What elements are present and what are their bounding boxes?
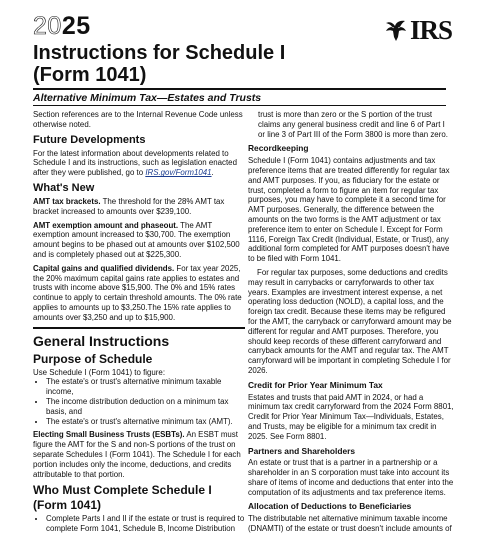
amt-brackets-text: The threshold for the 28% AMT tax bracket increased to amounts over $239,100. <box>33 196 225 216</box>
purpose-list <box>33 377 245 426</box>
amt-exemption-label: AMT exemption amount and phaseout. <box>33 220 179 230</box>
amt-brackets-label: AMT tax brackets. <box>33 196 101 206</box>
section-divider <box>33 327 245 329</box>
irs-logo <box>383 17 452 43</box>
general-instructions-heading: General Instructions <box>33 332 170 349</box>
future-developments-heading: Future Developments <box>33 133 146 146</box>
partners-text: An estate or trust that is a partner in a partnership or a shareholder in an S corporation must take into account its share of items of income and deductions that enter into the computation of its adjustments and tax preference items. <box>248 458 454 497</box>
list-item: • The estate's or trust's alternative minimum taxable income, <box>46 377 245 397</box>
credit-heading: Credit for Prior Year Minimum Tax <box>248 379 383 390</box>
amt-exemption-text: The AMT exemption amount increased to $30,700. The exemption amount begins to be phased out at amounts over $102,500 and is completely phased out at $225,300. <box>33 220 240 259</box>
purpose-intro: Use Schedule I (Form 1041) to figure: <box>33 367 166 377</box>
capital-gains-para <box>33 264 245 323</box>
continued-text: trust is more than zero or the S portion of the trust claims any general business credit and line 6 of Part I or line 3 of Part III of the Form 3800 is more than zero. <box>258 110 448 139</box>
title-line-1: Instructions for Schedule I <box>33 42 286 64</box>
subtitle-rule <box>33 105 446 106</box>
list-item: • The income distribution deduction on a minimum tax basis, and <box>46 397 245 417</box>
capital-gains-label: Capital gains and qualified dividends. <box>33 263 175 273</box>
who-must-complete-heading: Who Must Complete Schedule I (Form 1041) <box>33 483 212 513</box>
intro-text: Section references are to the Internal Revenue Code unless otherwise noted. <box>33 110 243 129</box>
purpose-heading: Purpose of Schedule <box>33 351 153 366</box>
esbt-label: Electing Small Business Trusts (ESBTs). <box>33 430 185 440</box>
future-text: For the latest information about developments related to Schedule I and its instructions, such as legislation enacted after they were published, go to <box>33 148 237 178</box>
subtitle: Alternative Minimum Tax—Estates and Trusts <box>33 92 262 104</box>
partners-heading: Partners and Shareholders <box>248 445 356 456</box>
title-rule <box>33 88 446 90</box>
list-item: • Complete Parts I and II if the estate or trust is required to complete Form 1041, Schedule B, Income Distribution <box>46 514 245 534</box>
tax-year <box>33 14 91 39</box>
eagle-icon <box>383 17 409 43</box>
esbt-text: An ESBT must figure the AMT for the S and non-S portions of the trust on separate Schedules I (Form 1041). The Schedule I for each portion includes only the income, deductions, and credits attributable to that portion. <box>33 430 241 479</box>
tax-year-bold: 25 <box>61 12 91 40</box>
whats-new-heading: What's New <box>33 181 95 194</box>
list-item: • The estate's or trust's alternative minimum tax (AMT). <box>46 417 245 427</box>
recordkeeping-heading: Recordkeeping <box>248 143 309 154</box>
allocation-heading: Allocation of Deductions to Beneficiaries <box>248 501 412 512</box>
recordkeeping-para-2: For regular tax purposes, some deductions and credits may result in carrybacks or carryforwards to other tax years. Examples are investment interest expense, a net operating loss deduction (NOLD), a capital loss, and the foreign tax credit. Because these items may be refigured for the AMT, the carryback or carryforward amount may be different for regular and AMT purposes. Therefore, you should keep records of these different carryforward and carryback amounts for the AMT and regular tax. The AMT carryforward will be important in completing Schedule I for 2026. <box>248 267 452 375</box>
esbt-para <box>33 430 245 479</box>
who-list <box>33 514 245 534</box>
recordkeeping-para-1: Schedule I (Form 1041) contains adjustments and tax preference items that are treated differently for regular tax and AMT purposes. If you, as fiduciary for the estate or trust, completed a form to figure an item for regular tax purposes, you may have to complete it a second time for AMT purposes. Generally, the difference between the amounts on the two forms is the AMT adjustment or tax preference item to enter on Schedule I. Except for Form 1116, Foreign Tax Credit (Individual, Estate, or Trust), any additional form completed for AMT purposes doesn't have to be filed with Form 1041. <box>248 156 450 264</box>
future-end: . <box>211 168 214 178</box>
tax-year-outline: 20 <box>33 12 62 40</box>
amt-exemption-para <box>33 221 245 260</box>
left-column <box>33 110 245 538</box>
future-developments-text <box>33 149 245 178</box>
right-column <box>248 110 454 538</box>
allocation-text: The distributable net alternative minimum taxable income (DNAMTI) of the estate or trust doesn't include amounts of <box>248 514 452 534</box>
title-line-2: (Form 1041) <box>33 64 147 86</box>
irs-logo-text: IRS <box>410 15 453 45</box>
amt-brackets-para <box>33 197 245 217</box>
credit-text: Estates and trusts that paid AMT in 2024, or had a minimum tax credit carryforward from the 2024 Form 8801, Credit for Prior Year Minimum Tax—Individuals, Estates, and Trusts, may be eligible for a minimum tax credit in 2025. See Form 8801. <box>248 392 454 441</box>
irs-form1041-link[interactable]: IRS.gov/Form1041 <box>145 168 212 178</box>
capital-gains-text: For tax year 2025, the 20% maximum capital gains rate applies to estates and trusts with income above $15,900. The 0% and 15% rates continue to apply to certain threshold amounts. The 0% rate applies to amounts up to $3,250.The 15% rate applies to amounts over $3,250 and up to $15,900. <box>33 263 242 322</box>
page-title <box>33 42 453 86</box>
